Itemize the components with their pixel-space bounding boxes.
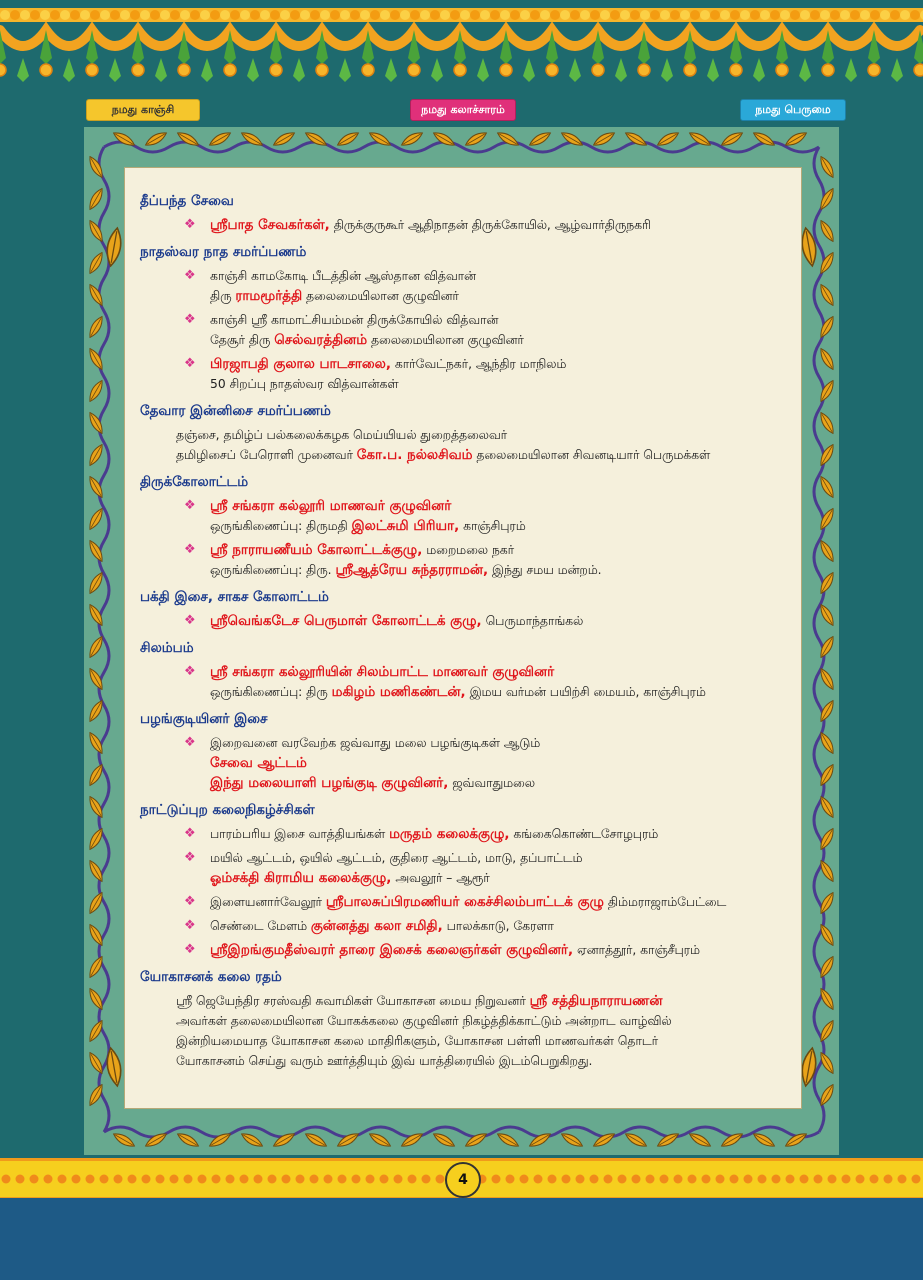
entry-detail: காஞ்சிபுரம் xyxy=(459,519,526,533)
entry-prefix: தமிழிசைப் பேரொளி முனைவர் xyxy=(176,448,357,462)
section-title: பழங்குடியினர் இசை xyxy=(140,711,268,727)
diamond-bullet-icon: ❖ xyxy=(184,542,196,557)
section xyxy=(140,588,790,631)
entry-prefix: மயில் ஆட்டம், ஒயில் ஆட்டம், குதிரை ஆட்டம், மாடு, தப்பாட்டம் xyxy=(210,851,583,865)
highlight-name: ஸ்ரீஆத்ரேய சுந்தரராமன், xyxy=(335,562,489,578)
entry-line xyxy=(210,753,790,773)
highlight-name: ஸ்ரீபாத சேவகர்கள், xyxy=(210,217,330,233)
list-item xyxy=(140,892,790,912)
entry-detail: இமய வர்மன் பயிற்சி மையம், காஞ்சிபுரம் xyxy=(465,685,706,699)
entry-prefix: இறைவனை வரவேற்க ஜவ்வாது மலை பழங்குடிகள் ஆடும் xyxy=(210,736,541,750)
highlight-name: பிரஜாபதி குலால பாடசாலை, xyxy=(210,356,391,372)
list-item xyxy=(140,496,790,536)
section-title: திருக்கோலாட்டம் xyxy=(140,474,249,490)
tag-namathu-kanchi: நமது காஞ்சி xyxy=(86,99,200,121)
highlight-name: ஸ்ரீவெங்கடேச பெருமாள் கோலாட்டக் குழு, xyxy=(210,613,482,629)
entry-line xyxy=(140,1031,790,1051)
diamond-bullet-icon: ❖ xyxy=(184,894,196,909)
section-title: நாதஸ்வர நாத சமர்ப்பணம் xyxy=(140,244,307,260)
diamond-bullet-icon: ❖ xyxy=(184,268,196,283)
list-item xyxy=(140,354,790,394)
entry-detail: கார்வேட்நகர், ஆந்திர மாநிலம் xyxy=(390,357,567,371)
tag-namathu-perumai: நமது பெருமை xyxy=(740,99,846,121)
entry-detail: ஏனாத்தூர், காஞ்சீபுரம் xyxy=(573,943,700,957)
highlight-name: இலட்சுமி பிரியா, xyxy=(351,518,460,534)
highlight-name: ஸ்ரீ சங்கரா கல்லூரியின் சிலம்பாட்ட மாணவர் குழுவினர் xyxy=(210,664,555,680)
highlight-name: இந்து மலையாளி பழங்குடி குழுவினர், xyxy=(210,775,449,791)
section-title: தேவார இன்னிசை சமர்ப்பணம் xyxy=(140,403,331,419)
entry-detail: பெருமாந்தாங்கல் xyxy=(481,614,584,628)
entry-line xyxy=(210,266,790,286)
section xyxy=(140,639,790,702)
diamond-bullet-icon: ❖ xyxy=(184,312,196,327)
entry-detail: மறைமலை நகர் xyxy=(422,543,515,557)
section-title: தீப்பந்த சேவை xyxy=(140,193,234,209)
entry-line xyxy=(140,425,790,445)
entry-line xyxy=(210,824,790,844)
list-item xyxy=(140,733,790,793)
highlight-name: மகிழம் மணிகண்டன், xyxy=(331,684,466,700)
entry-line xyxy=(140,1051,790,1071)
entry-line xyxy=(210,286,790,306)
entry-line xyxy=(210,374,790,394)
entry-prefix: ஒருங்கிணைப்பு: திருமதி xyxy=(210,519,352,533)
entry-detail: தலைமையிலான குழுவினர் xyxy=(302,289,459,303)
highlight-name: ஸ்ரீ சங்கரா கல்லூரி மாணவர் குழுவினர் xyxy=(210,498,452,514)
highlight-name: சேவை ஆட்டம் xyxy=(210,755,307,771)
entry-prefix: செண்டை மேளம் xyxy=(210,919,311,933)
highlight-name: ஸ்ரீபாலசுப்பிரமணியர் கைச்சிலம்பாட்டக் குழு xyxy=(325,894,604,910)
diamond-bullet-icon: ❖ xyxy=(184,918,196,933)
diamond-bullet-icon: ❖ xyxy=(184,498,196,513)
entry-prefix: ஸ்ரீ ஜெயேந்திர சரஸ்வதி சுவாமிகள் யோகாசன மைய நிறுவனர் xyxy=(176,994,530,1008)
section xyxy=(140,192,790,235)
entry-line xyxy=(210,868,790,888)
entry-prefix: இன்றியமையாத யோகாசன கலை மாதிரிகளும், யோகாசன பள்ளி மாணவர்கள் தொடர் xyxy=(176,1034,658,1048)
section xyxy=(140,801,790,960)
entry-detail: அவலூர் – ஆரூர் xyxy=(391,871,490,885)
entry-line xyxy=(210,310,790,330)
list-item xyxy=(140,540,790,580)
entry-line xyxy=(210,682,790,702)
diamond-bullet-icon: ❖ xyxy=(184,217,196,232)
section-title: யோகாசனக் கலை ரதம் xyxy=(140,969,282,985)
entry-line xyxy=(210,916,790,936)
highlight-name: ஸ்ரீஇறங்குமதீஸ்வரர் தாரை இசைக் கலைஞர்கள் குழுவினர், xyxy=(210,942,574,958)
list-item xyxy=(140,215,790,235)
highlight-name: குன்னத்து கலா சமிதி, xyxy=(310,918,443,934)
entry-line xyxy=(210,773,790,793)
diamond-bullet-icon: ❖ xyxy=(184,664,196,679)
section xyxy=(140,243,790,394)
diamond-bullet-icon: ❖ xyxy=(184,735,196,750)
entry-detail: இந்து சமய மன்றம். xyxy=(488,563,602,577)
entry-prefix: காஞ்சி காமகோடி பீடத்தின் ஆஸ்தான வித்வான் xyxy=(210,269,476,283)
section-title: பக்தி இசை, சாகச கோலாட்டம் xyxy=(140,589,329,605)
entry-prefix: 50 சிறப்பு நாதஸ்வர வித்வான்கள் xyxy=(210,377,399,391)
highlight-name: ஓம்சக்தி கிராமிய கலைக்குழு, xyxy=(210,870,392,886)
entry-detail: திம்மராஜாம்பேட்டை xyxy=(603,895,727,909)
highlight-name: கோ.ப. நல்லசிவம் xyxy=(356,447,473,463)
diamond-bullet-icon: ❖ xyxy=(184,613,196,628)
diamond-bullet-icon: ❖ xyxy=(184,942,196,957)
list-item xyxy=(140,848,790,888)
entry-line xyxy=(140,445,790,465)
entry-line xyxy=(210,892,790,912)
section xyxy=(140,968,790,1071)
entry-line xyxy=(210,560,790,580)
section xyxy=(140,473,790,580)
entry-line xyxy=(140,991,790,1011)
entry-line xyxy=(210,940,790,960)
entry-prefix: திரு xyxy=(210,289,236,303)
entry-prefix: காஞ்சி ஸ்ரீ காமாட்சியம்மன் திருக்கோயில் வித்வான் xyxy=(210,313,499,327)
entry-line xyxy=(210,611,790,631)
section-title: சிலம்பம் xyxy=(140,640,194,656)
program-list xyxy=(140,192,790,1079)
list-item xyxy=(140,824,790,844)
entry-prefix: ஒருங்கிணைப்பு: திரு. xyxy=(210,563,336,577)
footer-band xyxy=(0,1198,923,1280)
entry-prefix: ஒருங்கிணைப்பு: திரு xyxy=(210,685,332,699)
page-number: 4 xyxy=(445,1162,481,1198)
list-item xyxy=(140,611,790,631)
section xyxy=(140,402,790,465)
entry-prefix: இளையனார்வேலூர் xyxy=(210,895,326,909)
list-item xyxy=(140,310,790,350)
list-item xyxy=(140,916,790,936)
entry-detail: தலைமையிலான குழுவினர் xyxy=(367,333,524,347)
entry-detail: ஜவ்வாதுமலை xyxy=(448,776,535,790)
entry-line xyxy=(140,1011,790,1031)
diamond-bullet-icon: ❖ xyxy=(184,356,196,371)
entry-line xyxy=(210,354,790,374)
entry-line xyxy=(210,848,790,868)
entry-line xyxy=(210,516,790,536)
highlight-name: ஸ்ரீ நாராயணீயம் கோலாட்டக்குழு, xyxy=(210,542,423,558)
entry-detail: பாலக்காடு, கேரளா xyxy=(442,919,554,933)
list-item xyxy=(140,940,790,960)
entry-prefix: அவர்கள் தலைமையிலான யோகக்கலை குழுவினர் நிகழ்த்திக்காட்டும் அன்றாட வாழ்வில் xyxy=(176,1014,672,1028)
entry-line xyxy=(210,215,790,235)
flower-garland-decoration xyxy=(0,0,923,95)
entry-line xyxy=(210,540,790,560)
entry-prefix: பாரம்பரிய இசை வாத்தியங்கள் xyxy=(210,827,390,841)
entry-prefix: யோகாசனம் செய்து வரும் ஊர்த்தியும் இவ் யாத்திரையில் இடம்பெறுகிறது. xyxy=(176,1054,593,1068)
entry-line xyxy=(210,733,790,753)
list-item xyxy=(140,662,790,702)
list-item xyxy=(140,266,790,306)
entry-line xyxy=(210,496,790,516)
entry-line xyxy=(210,662,790,682)
entry-prefix: தஞ்சை, தமிழ்ப் பல்கலைக்கழக மெய்யியல் துறைத்தலைவர் xyxy=(176,428,508,442)
entry-line xyxy=(210,330,790,350)
diamond-bullet-icon: ❖ xyxy=(184,826,196,841)
tag-namathu-kalachaaram: நமது கலாச்சாரம் xyxy=(410,99,516,121)
entry-detail: தலைமையிலான சிவனடியார் பெருமக்கள் xyxy=(472,448,711,462)
highlight-name: செல்வரத்தினம் xyxy=(274,332,368,348)
highlight-name: ராமமூர்த்தி xyxy=(235,288,303,304)
highlight-name: மருதம் கலைக்குழு, xyxy=(389,826,510,842)
entry-detail: திருக்குருகூர் ஆதிநாதன் திருக்கோயில், ஆழ்வார்திருநகரி xyxy=(329,218,651,232)
entry-prefix: தேசூர் திரு xyxy=(210,333,275,347)
entry-detail: கங்கைகொண்டசோழபுரம் xyxy=(509,827,659,841)
diamond-bullet-icon: ❖ xyxy=(184,850,196,865)
highlight-name: ஸ்ரீ சத்தியநாராயணன் xyxy=(529,993,663,1009)
section xyxy=(140,710,790,793)
section-title: நாட்டுப்புற கலைநிகழ்ச்சிகள் xyxy=(140,802,315,818)
